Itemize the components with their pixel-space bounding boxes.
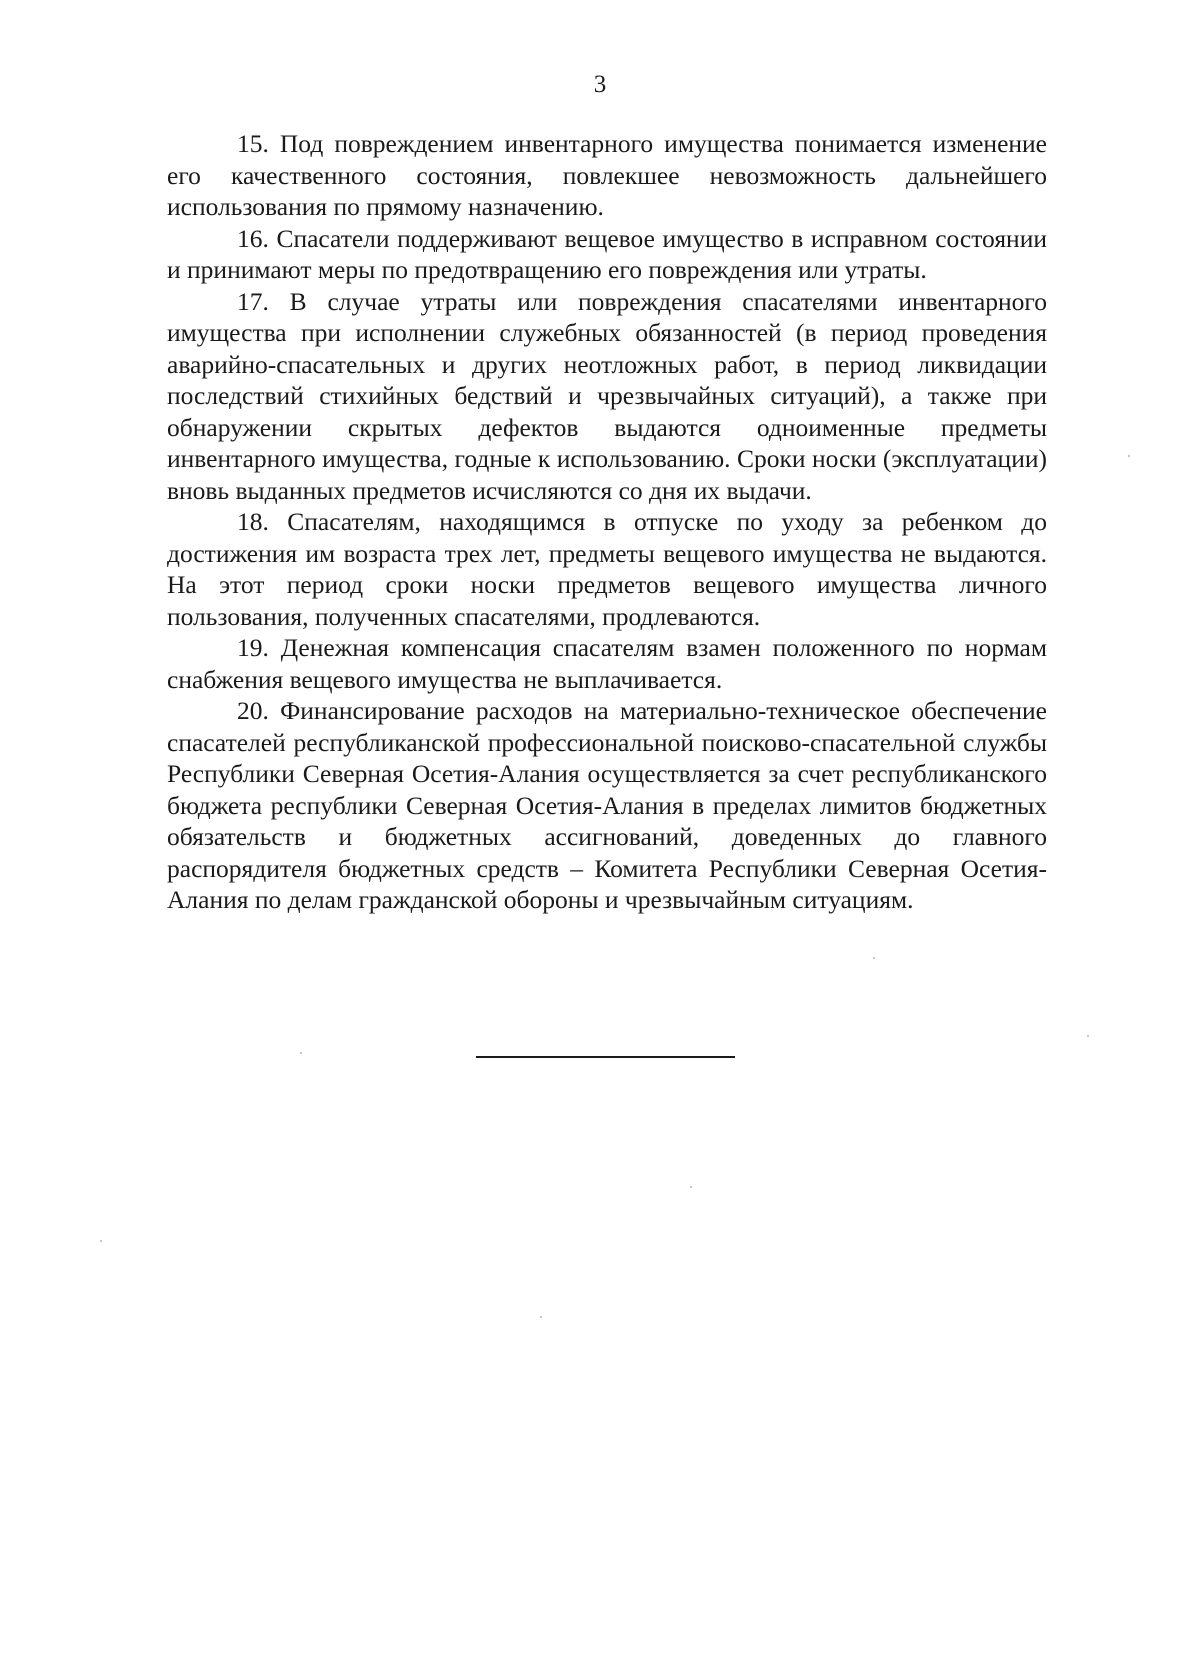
- paragraph-18: 18. Спасателям, находящимся в отпуске по уходу за ребенком до достижения им возраста трех лет, предметы вещевого имущества не выдаются. На этот период сроки носки предметов вещевого имущества личного пользования, полученных спасателями, продлеваются.: [167, 507, 1047, 631]
- scan-speck: [540, 1316, 542, 1318]
- scan-speck: [1087, 1035, 1089, 1037]
- paragraph-17: 17. В случае утраты или повреждения спасателями инвентарного имущества при исполнении служебных обязанностей (в период проведения аварийно-спасательных и других неотложных работ, в период ликвидации последствий стихийных бедствий и чрезвычайных ситуаций), а также при обнаружении скрытых дефектов выдаются одноименные предметы инвентарного имущества, годные к использованию. Сроки носки (эксплуатации) вновь выданных предметов исчисляются со дня их выдачи.: [167, 286, 1047, 505]
- scan-speck: [690, 1186, 692, 1188]
- closing-separator-line: [476, 1056, 735, 1058]
- scan-speck: [300, 1052, 302, 1054]
- page-number: 3: [593, 71, 607, 98]
- scan-speck: [100, 1240, 102, 1242]
- scan-speck: [873, 957, 875, 959]
- paragraph-15: 15. Под повреждением инвентарного имущества понимается изменение его качественного состояния, повлекшее невозможность дальнейшего использования по прямому назначению.: [167, 129, 1047, 221]
- scan-speck: [1128, 455, 1130, 457]
- paragraph-19: 19. Денежная компенсация спасателям взамен положенного по нормам снабжения вещевого имущества не выплачивается.: [167, 633, 1047, 694]
- paragraph-20: 20. Финансирование расходов на материально-техническое обеспечение спасателей республиканской профессиональной поисково-спасательной службы Республики Северная Осетия-Алания осуществляется за счет республиканского бюджета республики Северная Осетия-Алания в пределах лимитов бюджетных обязательств и бюджетных ассигнований, доведенных до главного распорядителя бюджетных средств – Комитета Республики Северная Осетия-Алания по делам гражданской обороны и чрезвычайным ситуациям.: [167, 696, 1047, 914]
- document-body: [167, 128, 1047, 916]
- paragraph-16: 16. Спасатели поддерживают вещевое имущество в исправном состоянии и принимают меры по предотвращению его повреждения или утраты.: [167, 223, 1047, 284]
